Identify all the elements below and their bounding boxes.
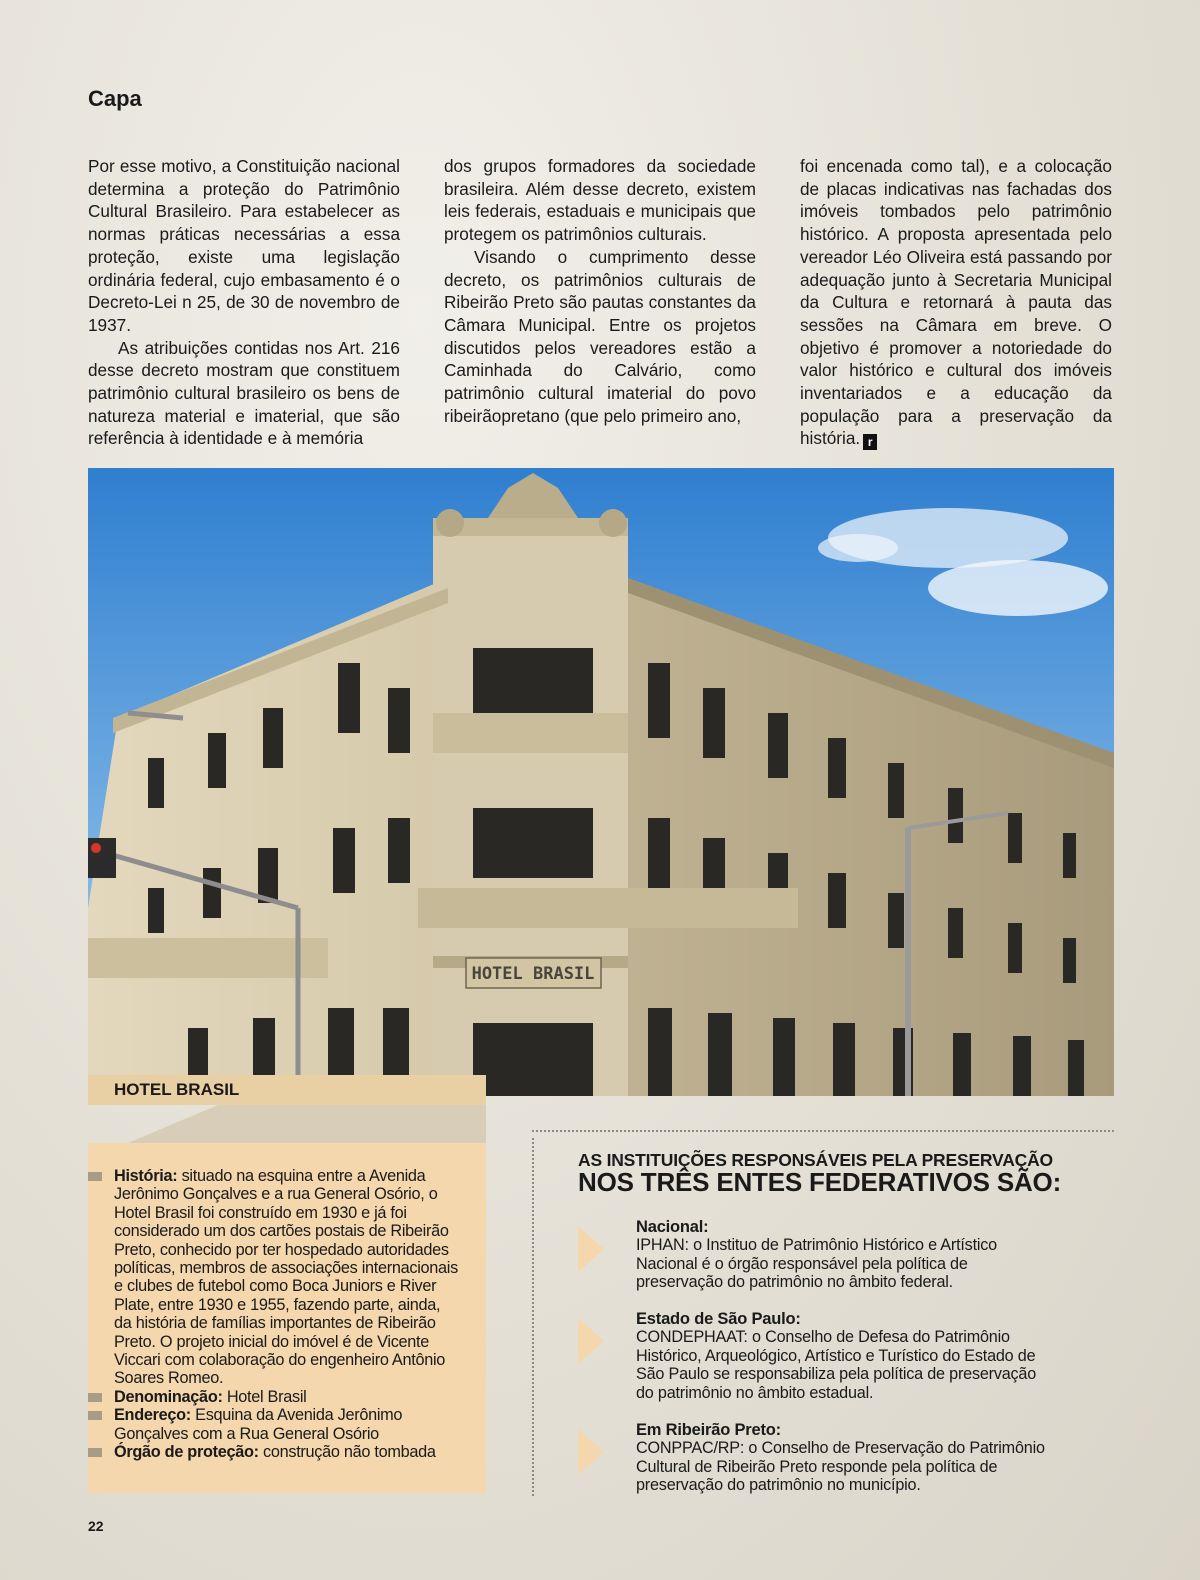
info-item-historia: História: situado na esquina entre a Avenida Jerônimo Gonçalves e a rua General Osório, o Hotel Brasil foi construído em 1930 e já foi considerado um dos cartões postais de Ribeirão Preto, conhecido por ter hospedado autoridades políticas, membros de associações internacionais e clubes de futebol como Boca Juniors e River Plate, entre 1930 e 1955, fazendo parte, ainda, da história de famílias importantes de Ribeirão Preto. O projeto inicial do imóvel é de Vicente Viccari com colaboração do engenheiro Antônio Soares Romeo. [114,1167,460,1388]
hotel-box-title: HOTEL BRASIL [114,1080,240,1099]
institution-municipal [578,1421,1048,1495]
article-column-1 [88,155,400,450]
article-column-3 [800,155,1112,450]
arrow-icon [578,1318,604,1364]
institution-heading: Em Ribeirão Preto: [636,1421,781,1439]
info-item-denominacao: Denominação: Hotel Brasil [114,1388,460,1406]
divider [532,1130,1114,1132]
hotel-box-title-tab [88,1075,486,1105]
bullet-icon [88,1172,102,1181]
hotel-sign: HOTEL BRASIL [471,964,595,984]
institutions-title-line1: AS INSTITUIÇÕES RESPONSÁVEIS PELA PRESERVAÇÃO [578,1150,1053,1170]
page-number: 22 [88,1518,104,1534]
institution-heading: Nacional: [636,1218,709,1236]
end-mark-icon: r [863,434,877,450]
hotel-info-box [88,1143,486,1493]
hotel-brasil-photo [88,468,1114,1096]
institution-state [578,1310,1048,1402]
paragraph: As atribuições contidas nos Art. 216 desse decreto mostram que constituem patrimônio cultural brasileiro os bens de natureza material e imaterial, que são referência à identidade e à memória [88,337,400,449]
arrow-icon [578,1226,604,1272]
institution-national [578,1218,1048,1292]
article-body [88,155,1114,450]
divider [532,1138,534,1496]
decorative-band [88,1105,486,1143]
arrow-icon [578,1429,604,1475]
paragraph: Visando o cumprimento desse decreto, os patrimônios culturais de Ribeirão Preto são pautas constantes da Câmara Municipal. Entre os projetos discutidos pelos vereadores estão a Caminhada do Calvário, como patrimônio cultural imaterial do povo ribeirãopretano (que pelo primeiro ano, [444,246,756,426]
paragraph: Por esse motivo, a Constituição nacional determina a proteção do Patrimônio Cultural Brasileiro. Para estabelecer as normas práticas necessárias a essa proteção, existe uma legislação ordinária federal, cujo embasamento é o Decreto-Lei n 25, de 30 de novembro de 1937. [88,156,400,335]
article-column-2 [444,155,756,450]
bullet-icon [88,1393,102,1402]
paragraph: foi encenada como tal), e a colocação de placas indicativas nas fachadas dos imóveis tombados pelo patrimônio histórico. A proposta apresentada pelo vereador Léo Oliveira está passando por adequação junto à Secretaria Municipal da Cultura e retornará à pauta das sessões na Câmara em breve. O objetivo é promover a notoriedade do valor histórico e cultural dos imóveis inventariados e a educação da população para a preservação da história. [800,156,1112,449]
paragraph: dos grupos formadores da sociedade brasileira. Além desse decreto, existem leis federais, estaduais e municipais que protegem os patrimônios culturais. [444,156,756,245]
institution-text: CONPPAC/RP: o Conselho de Preservação do Patrimônio Cultural de Ribeirão Preto responde pela política de preservação do patrimônio no município. [636,1439,1045,1495]
institution-text: IPHAN: o Instituo de Patrimônio Histórico e Artístico Nacional é o órgão responsável pela política de preservação do patrimônio no âmbito federal. [636,1236,997,1292]
info-item-endereco: Endereço: Esquina da Avenida Jerônimo Gonçalves com a Rua General Osório [114,1406,460,1443]
institutions-title-line2: NOS TRÊS ENTES FEDERATIVOS SÃO: [578,1167,1062,1197]
bullet-icon [88,1411,102,1420]
institution-heading: Estado de São Paulo: [636,1310,801,1328]
info-item-orgao: Órgão de proteção: construção não tombada [114,1443,460,1461]
section-label: Capa [88,86,142,111]
bullet-icon [88,1448,102,1457]
institution-text: CONDEPHAAT: o Conselho de Defesa do Patrimônio Histórico, Arqueológico, Artístico e Turístico do Estado de São Paulo se responsabiliza pela política de preservação do patrimônio no âmbito estadual. [636,1328,1037,1402]
